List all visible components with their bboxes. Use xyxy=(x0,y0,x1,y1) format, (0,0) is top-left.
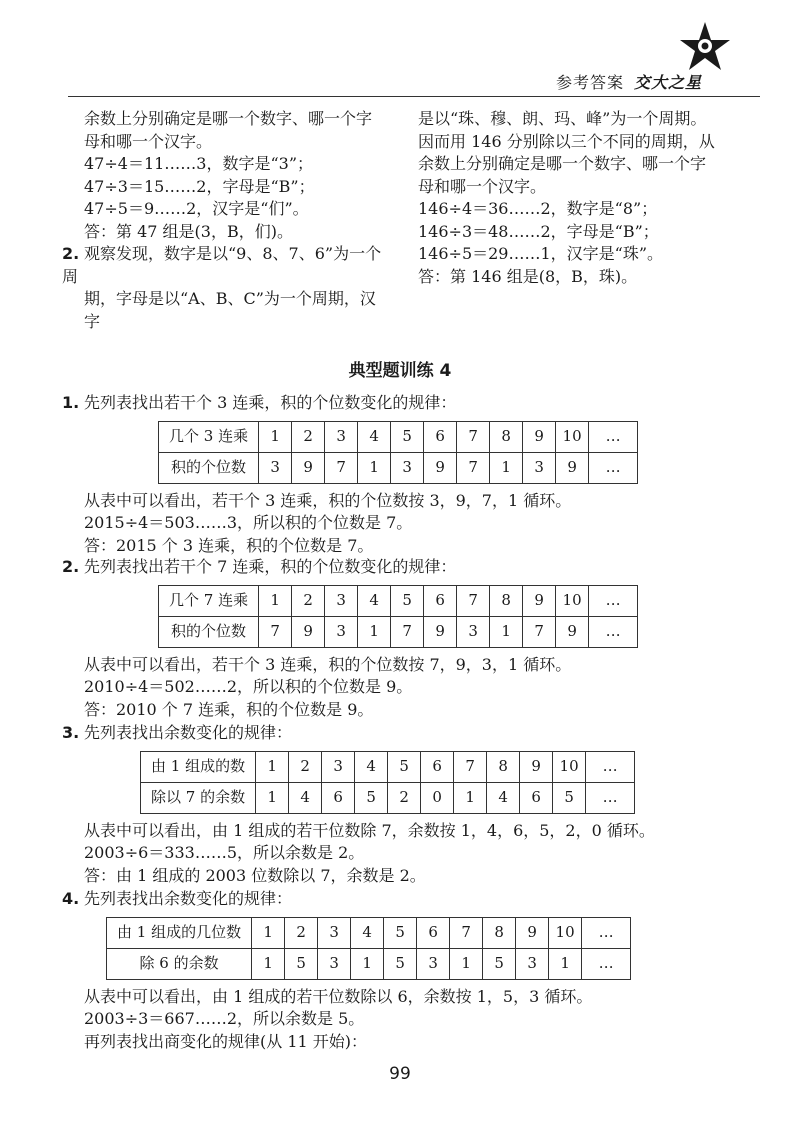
header-brand: 交大之星 xyxy=(633,73,702,92)
table-cell: 8 xyxy=(487,751,520,782)
table-cell: … xyxy=(582,948,631,979)
question-number: 4. xyxy=(62,889,80,908)
table-cell: 5 xyxy=(285,948,318,979)
header-rule xyxy=(68,96,760,97)
table-cell: 9 xyxy=(424,616,457,647)
problem-1 xyxy=(62,392,762,557)
table-cell: 4 xyxy=(355,751,388,782)
table-cell: 7 xyxy=(523,616,556,647)
table-cell: 1 xyxy=(259,421,292,452)
table-cell: … xyxy=(589,616,638,647)
text-line: 47÷4＝11……3，数字是“3”； xyxy=(84,154,314,173)
table-cell: 1 xyxy=(490,452,523,483)
table-cell: 8 xyxy=(483,917,516,948)
table-cell: 1 xyxy=(351,948,384,979)
table-cell: 9 xyxy=(292,452,325,483)
left-column xyxy=(62,108,382,333)
row-label: 由 1 组成的几位数 xyxy=(107,917,252,948)
text-line: 因而用 146 分别除以三个不同的周期，从 xyxy=(418,131,715,151)
table-cell: 2 xyxy=(292,421,325,452)
table-cell: 2 xyxy=(289,751,322,782)
text-line: 从表中可以看出，若干个 3 连乘，积的个位数按 7，9，3，1 循环。 xyxy=(84,654,572,674)
text-line: 47÷5＝9……2，汉字是“们”。 xyxy=(84,199,309,218)
table-cell: 3 xyxy=(325,616,358,647)
problem-intro: 先列表找出若干个 3 连乘，积的个位数变化的规律： xyxy=(84,393,457,412)
text-line: 答：2015 个 3 连乘，积的个位数是 7。 xyxy=(84,535,374,555)
text-line: 母和哪一个汉字。 xyxy=(418,176,547,196)
text-line: 答：第 47 组是(3，B，们)。 xyxy=(84,221,293,241)
text-line: 2003÷3＝667……2，所以余数是 5。 xyxy=(84,1009,365,1028)
table-cell: 1 xyxy=(252,917,285,948)
row-label: 除 6 的余数 xyxy=(107,948,252,979)
page-number: 99 xyxy=(389,1064,411,1084)
sequence-table xyxy=(158,421,638,484)
text-line: 从表中可以看出，由 1 组成的若干位数除 7，余数按 1，4，6，5，2，0 循环。 xyxy=(84,820,655,840)
table-cell: 9 xyxy=(556,616,589,647)
table-cell: 10 xyxy=(556,421,589,452)
text-line: 146÷3＝48……2，字母是“B”； xyxy=(418,221,659,241)
table-cell: 3 xyxy=(417,948,450,979)
table-cell: 10 xyxy=(556,585,589,616)
sequence-table xyxy=(158,585,638,648)
table-cell: … xyxy=(589,421,638,452)
text-line: 母和哪一个汉字。 xyxy=(84,131,213,151)
table-cell: 1 xyxy=(454,782,487,813)
table-cell: 7 xyxy=(259,616,292,647)
text-line: 146÷4＝36……2，数字是“8”； xyxy=(418,199,658,218)
table-cell: 1 xyxy=(450,948,483,979)
table-cell: 7 xyxy=(457,421,490,452)
table-cell: 10 xyxy=(549,917,582,948)
table-row xyxy=(159,452,638,483)
table-row xyxy=(159,616,638,647)
problem-intro: 先列表找出若干个 7 连乘，积的个位数变化的规律： xyxy=(84,557,457,576)
table-cell: … xyxy=(586,782,635,813)
table-cell: 9 xyxy=(556,452,589,483)
table-cell: 1 xyxy=(490,616,523,647)
table-cell: 7 xyxy=(391,616,424,647)
table-cell: 7 xyxy=(457,585,490,616)
table-cell: 8 xyxy=(490,585,523,616)
sequence-table xyxy=(140,751,635,814)
text-line: 2003÷6＝333……5，所以余数是 2。 xyxy=(84,843,365,862)
table-cell: 7 xyxy=(325,452,358,483)
table-cell: 5 xyxy=(391,421,424,452)
sequence-table xyxy=(106,917,631,980)
row-label: 几个 3 连乘 xyxy=(159,421,259,452)
table-cell: 3 xyxy=(318,948,351,979)
star-logo-icon xyxy=(670,18,740,78)
header xyxy=(556,70,702,93)
text-line: 是以“珠、穆、朗、玛、峰”为一个周期。 xyxy=(418,109,707,128)
table-cell: 4 xyxy=(289,782,322,813)
table-cell: 6 xyxy=(417,917,450,948)
table-cell: 3 xyxy=(259,452,292,483)
table-cell: 6 xyxy=(520,782,553,813)
table-cell: 7 xyxy=(450,917,483,948)
table-cell: 4 xyxy=(351,917,384,948)
table-cell: 3 xyxy=(318,917,351,948)
table-row xyxy=(159,421,638,452)
table-cell: 10 xyxy=(553,751,586,782)
text-line: 答：2010 个 7 连乘，积的个位数是 9。 xyxy=(84,699,374,719)
table-cell: 4 xyxy=(487,782,520,813)
table-cell: 5 xyxy=(384,917,417,948)
table-cell: 5 xyxy=(391,585,424,616)
text-line: 146÷5＝29……1，汉字是“珠”。 xyxy=(418,244,664,263)
row-label: 除以 7 的余数 xyxy=(141,782,256,813)
table-cell: 5 xyxy=(384,948,417,979)
table-row xyxy=(107,948,631,979)
table-cell: 8 xyxy=(490,421,523,452)
table-cell: 6 xyxy=(322,782,355,813)
table-cell: 7 xyxy=(454,751,487,782)
table-cell: 9 xyxy=(520,751,553,782)
table-cell: 6 xyxy=(424,585,457,616)
problem-intro: 先列表找出余数变化的规律： xyxy=(84,889,293,908)
table-cell: 1 xyxy=(549,948,582,979)
table-cell: 3 xyxy=(516,948,549,979)
table-cell: 1 xyxy=(252,948,285,979)
text-line: 从表中可以看出，若干个 3 连乘，积的个位数按 3，9，7，1 循环。 xyxy=(84,490,572,510)
table-row xyxy=(159,585,638,616)
question-number: 3. xyxy=(62,723,80,742)
table-cell: 2 xyxy=(292,585,325,616)
table-cell: 9 xyxy=(424,452,457,483)
text-line: 2010÷4＝502……2，所以积的个位数是 9。 xyxy=(84,677,413,696)
table-cell: 4 xyxy=(358,585,391,616)
table-cell: … xyxy=(589,452,638,483)
right-column xyxy=(418,108,748,288)
table-cell: 1 xyxy=(256,751,289,782)
text-line: 期，字母是以“A、B、C”为一个周期，汉字 xyxy=(84,289,376,331)
table-cell: 3 xyxy=(322,751,355,782)
table-cell: 6 xyxy=(424,421,457,452)
table-cell: 6 xyxy=(421,751,454,782)
row-label: 几个 7 连乘 xyxy=(159,585,259,616)
table-cell: 3 xyxy=(391,452,424,483)
table-cell: … xyxy=(586,751,635,782)
table-cell: 0 xyxy=(421,782,454,813)
text-line: 余数上分别确定是哪一个数字、哪一个字 xyxy=(84,109,373,128)
section-title: 典型题训练 4 xyxy=(348,361,452,381)
table-cell: 2 xyxy=(388,782,421,813)
text-line: 余数上分别确定是哪一个数字、哪一个字 xyxy=(418,154,707,173)
problem-intro: 先列表找出余数变化的规律： xyxy=(84,723,293,742)
table-cell: 9 xyxy=(516,917,549,948)
table-cell: 5 xyxy=(355,782,388,813)
question-number: 2. xyxy=(62,557,80,576)
table-cell: 3 xyxy=(325,585,358,616)
text-line: 再列表找出商变化的规律(从 11 开始)： xyxy=(84,1031,368,1051)
table-cell: 1 xyxy=(259,585,292,616)
table-cell: 1 xyxy=(358,616,391,647)
problem-4 xyxy=(62,888,762,1053)
question-number: 2. xyxy=(62,244,80,263)
text-line: 从表中可以看出，由 1 组成的若干位数除以 6，余数按 1，5，3 循环。 xyxy=(84,986,593,1006)
table-cell: 7 xyxy=(457,452,490,483)
row-label: 积的个位数 xyxy=(159,616,259,647)
table-cell: 9 xyxy=(523,421,556,452)
table-row xyxy=(141,782,635,813)
row-label: 积的个位数 xyxy=(159,452,259,483)
table-cell: 1 xyxy=(358,452,391,483)
text-line: 2015÷4＝503……3，所以积的个位数是 7。 xyxy=(84,513,413,532)
table-cell: 5 xyxy=(483,948,516,979)
table-cell: … xyxy=(582,917,631,948)
table-row xyxy=(141,751,635,782)
table-row xyxy=(107,917,631,948)
header-section: 参考答案 xyxy=(555,73,624,92)
text-line: 答：由 1 组成的 2003 位数除以 7，余数是 2。 xyxy=(84,865,426,885)
table-cell: 3 xyxy=(325,421,358,452)
table-cell: 5 xyxy=(553,782,586,813)
problem-2 xyxy=(62,556,762,721)
question-2-line: 2. 观察发现，数字是以“9、8、7、6”为一个周 xyxy=(62,244,382,286)
table-cell: 9 xyxy=(523,585,556,616)
table-cell: 9 xyxy=(292,616,325,647)
row-label: 由 1 组成的数 xyxy=(141,751,256,782)
table-cell: 3 xyxy=(457,616,490,647)
table-cell: 4 xyxy=(358,421,391,452)
table-cell: 5 xyxy=(388,751,421,782)
question-number: 1. xyxy=(62,393,80,412)
table-cell: 3 xyxy=(523,452,556,483)
text-line: 答：第 146 组是(8，B，珠)。 xyxy=(418,266,638,286)
table-cell: 1 xyxy=(256,782,289,813)
table-cell: 2 xyxy=(285,917,318,948)
table-cell: … xyxy=(589,585,638,616)
text-line: 47÷3＝15……2，字母是“B”； xyxy=(84,176,315,196)
problem-3 xyxy=(62,722,762,887)
